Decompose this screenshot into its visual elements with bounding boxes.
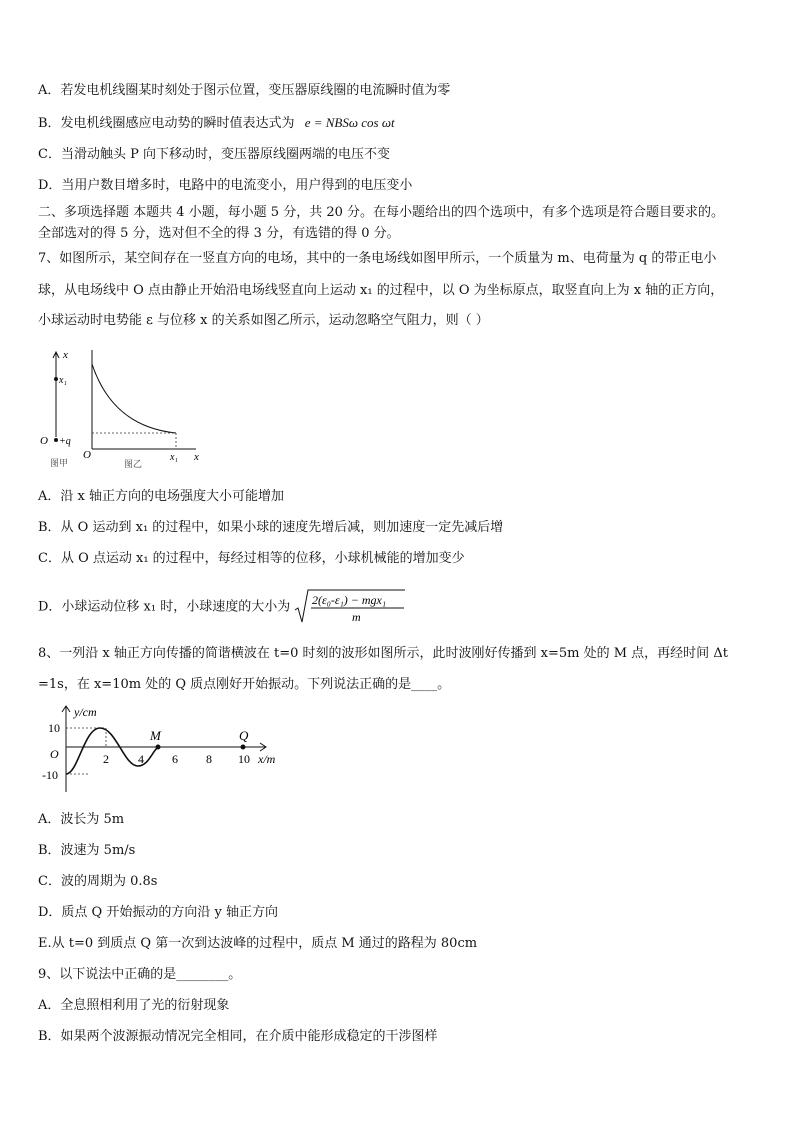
q8-stem-1: 8、一列沿 x 轴正方向传播的简谐横波在 t=0 时刻的波形如图所示，此时波刚好传播到 x=5m 处的 M 点，再经时间 Δt [38,646,728,661]
wave-ylabel: y/cm [74,705,97,719]
q7-option-c: C．从 O 点运动 x₁ 的过程中，每经过相等的位移，小球机械能的增加变少 [38,551,465,566]
q7-option-b: B．从 O 运动到 x₁ 的过程中，如果小球的速度先增后减，则加速度一定先减后增 [38,520,504,535]
q9-option-b: B．如果两个波源振动情况完全相同，在介质中能形成稳定的干涉图样 [38,1029,438,1044]
q9-stem: 9、以下说法中正确的是________。 [38,967,242,982]
jia-x1-dot [54,377,58,381]
option-b-text: B．发电机线圈感应电动势的瞬时值表达式为 [38,116,295,131]
jia-charge-dot [54,438,58,442]
point-m-label: M [150,728,161,743]
yi-x1-label: x₁ [170,452,178,463]
x-tick-10: 10 [238,752,250,766]
q8-option-a: A．波长为 5m [38,812,125,827]
q8-wave-figure [36,700,286,800]
y-tick-10: 10 [48,721,60,735]
yi-x-label: x [194,451,199,463]
q7-option-d [38,588,406,626]
x-tick-2: 2 [103,752,109,766]
q9-option-a: A．全息照相利用了光的衍射现象 [38,998,230,1013]
point-q-label: Q [239,728,249,743]
section-scoring: 全部选对的得 5 分，选对但不全的得 3 分，有选错的得 0 分。 [38,226,400,241]
q7-option-a: A．沿 x 轴正方向的电场强度大小可能增加 [38,489,284,504]
yi-origin-label: O [83,449,91,461]
q7-stem-1: 7、如图所示，某空间存在一竖直方向的电场，其中的一条电场线如图甲所示，一个质量为 m、电荷量为 q 的带正电小 [38,251,717,266]
jia-axis-label: x [63,349,68,361]
q8-option-b: B．波速为 5m/s [38,843,136,858]
y-tick-neg10: -10 [42,768,58,782]
yi-energy-curve [92,364,176,433]
point-q-dot [241,745,246,750]
wave-origin: O [50,747,59,761]
wave-xlabel: x/m [258,752,276,766]
option-c-slider: C．当滑动触头 P 向下移动时，变压器原线圈两端的电压不变 [38,147,390,162]
q8-stem-2: =1s，在 x=10m 处的 Q 质点刚好开始振动。下列说法正确的是____。 [38,677,451,692]
wave-curve [66,728,158,774]
q8-option-c: C．波的周期为 0.8s [38,874,158,889]
emf-formula: e = NBSω cos ωt [304,115,395,130]
section-heading: 二、多项选择题 本题共 4 小题，每小题 5 分，共 20 分。在每小题给出的四个选项中，有多个选项是符合题目要求的。 [38,205,725,220]
q7-stem-2: 球，从电场线中 O 点由静止开始沿电场线竖直向上运动 x₁ 的过程中，以 O 为坐标原点，取竖直向上为 x 轴的正方向， [38,283,724,298]
jia-caption: 图甲 [50,459,69,469]
option-b-emf [38,114,395,133]
option-d-users: D．当用户数目增多时，电路中的电流变小，用户得到的电压变小 [38,178,413,193]
sqrt-numerator: 2(ε₀-ε₁) − mgx₁ [312,593,387,607]
q7-option-d-text: D．小球运动位移 x₁ 时，小球速度的大小为 [38,599,291,615]
jia-origin-label: O [40,435,48,447]
jia-x1-label: x₁ [59,375,67,386]
x-tick-8: 8 [206,752,212,766]
point-m-dot [156,745,161,750]
sqrt-denominator: m [352,610,362,624]
option-a-generator: A．若发电机线圈某时刻处于图示位置，变压器原线圈的电流瞬时值为零 [38,83,451,98]
jia-charge-label: +q [59,436,71,447]
x-tick-4: 4 [138,752,144,766]
q7-figure [36,340,216,474]
q8-option-e: E.从 t=0 到质点 Q 第一次到达波峰的过程中，质点 M 通过的路程为 80cm [38,936,478,951]
q7-stem-3: 小球运动时电势能 ε 与位移 x 的关系如图乙所示，运动忽略空气阻力，则（ ） [38,313,489,328]
q8-option-d: D．质点 Q 开始振动的方向沿 y 轴正方向 [38,905,278,920]
yi-caption: 图乙 [124,460,143,470]
sqrt-expression [294,588,406,626]
x-tick-6: 6 [172,752,178,766]
sqrt-sign-icon [294,588,406,626]
